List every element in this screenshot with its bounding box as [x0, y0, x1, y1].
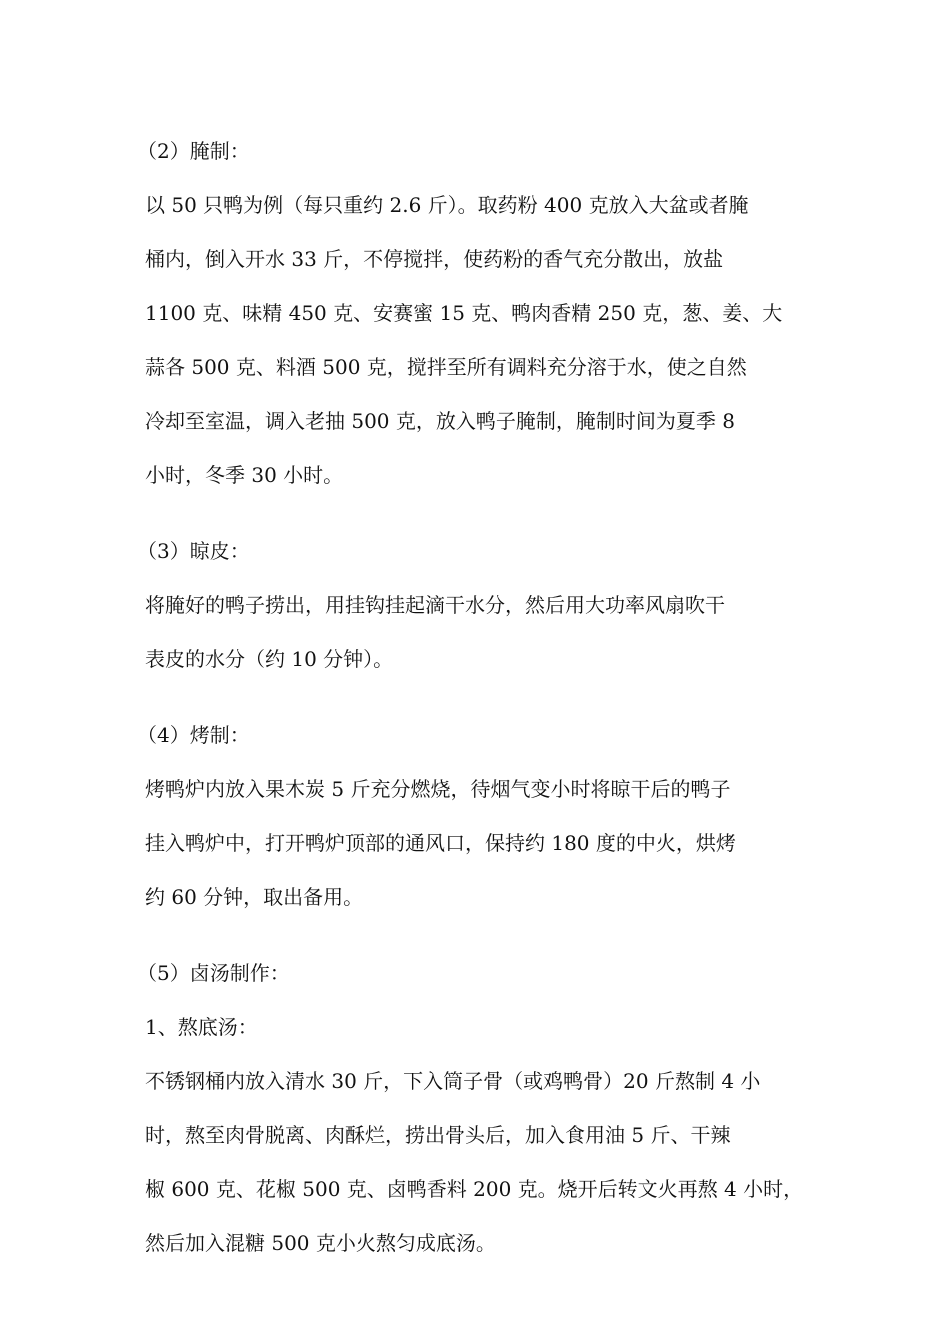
section-spacer [145, 928, 825, 950]
paragraph-line: 时，熬至肉骨脱离、肉酥烂，捞出骨头后，加入食用油 5 斤、干辣 [145, 1123, 731, 1147]
paragraph-line: 将腌好的鸭子捞出，用挂钩挂起滴干水分，然后用大功率风扇吹干 [145, 593, 725, 617]
section-spacer [145, 690, 825, 712]
section-heading-dry-skin: （3）晾皮： [137, 539, 250, 563]
paragraph-line: 烤鸭炉内放入果木炭 5 斤充分燃烧，待烟气变小时将晾干后的鸭子 [145, 777, 731, 801]
section-heading-brine: （5）卤汤制作： [137, 961, 290, 985]
paragraph-line: 约 60 分钟，取出备用。 [145, 885, 364, 909]
paragraph-line: 表皮的水分（约 10 分钟）。 [145, 647, 394, 671]
paragraph-line: 然后加入混糖 500 克小火熬匀成底汤。 [145, 1231, 496, 1255]
paragraph-line: 桶内，倒入开水 33 斤，不停搅拌，使药粉的香气充分散出，放盐 [145, 247, 724, 271]
section-heading-marinate: （2）腌制： [137, 139, 250, 163]
paragraph-line: 1100 克、味精 450 克、安赛蜜 15 克、鸭肉香精 250 克，葱、姜、大 [145, 301, 783, 325]
paragraph-line: 冷却至室温，调入老抽 500 克，放入鸭子腌制，腌制时间为夏季 8 [145, 409, 735, 433]
section-spacer [145, 506, 825, 528]
document-body [137, 128, 825, 1274]
paragraph-line: 挂入鸭炉中，打开鸭炉顶部的通风口，保持约 180 度的中火，烘烤 [145, 831, 736, 855]
paragraph-line: 不锈钢桶内放入清水 30 斤，下入筒子骨（或鸡鸭骨）20 斤熬制 4 小 [145, 1069, 761, 1093]
paragraph-line: 小时，冬季 30 小时。 [145, 463, 344, 487]
subsection-heading-base-soup: 1、熬底汤： [145, 1015, 258, 1039]
paragraph-line: 以 50 只鸭为例（每只重约 2.6 斤）。取药粉 400 克放入大盆或者腌 [145, 193, 749, 217]
paragraph-line: 蒜各 500 克、料酒 500 克，搅拌至所有调料充分溶于水，使之自然 [145, 355, 747, 379]
paragraph-line: 椒 600 克、花椒 500 克、卤鸭香料 200 克。烧开后转文火再熬 4 小时， [145, 1177, 804, 1201]
section-heading-roast: （4）烤制： [137, 723, 250, 747]
